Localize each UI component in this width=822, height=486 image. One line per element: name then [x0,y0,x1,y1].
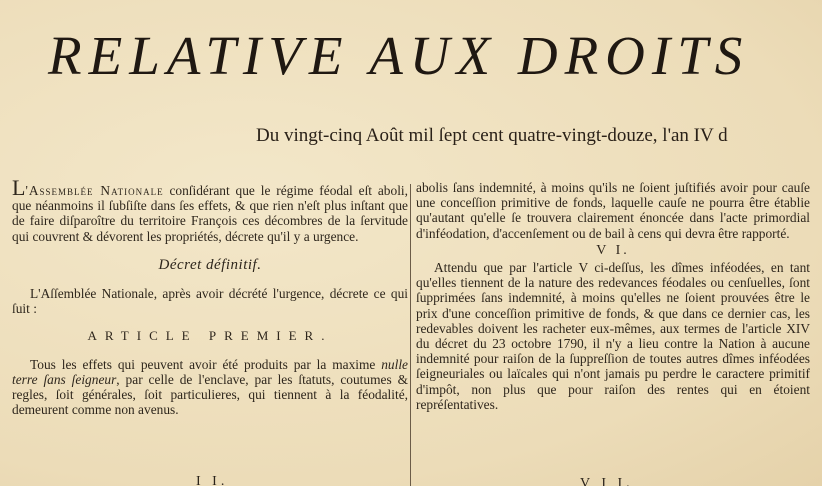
article-seven-heading: V I I. [580,476,634,486]
decret-paragraph: L'Aſſemblée Nationale, après avoir décrété l'urgence, décrete ce qui ſuit : [12,286,408,317]
decret-heading: Décret définitif. [158,256,262,273]
document-date-line: Du vingt-cinq Août mil ſept cent quatre-vingt-douze, l'an IV d [256,125,728,146]
article-two-heading: I I. [196,474,229,486]
maxim-italic: nulle terre ſans ſeigneur [12,356,408,387]
assembly-name: 'Assemblée Nationale [25,183,164,198]
article-six-heading: V I. [596,242,630,258]
article-heading: ARTICLE PREMIER. [87,328,333,344]
article-six-paragraph: Attendu que par l'article V ci-deſſus, les dîmes inféodées, en tant qu'elles tiennent de la nature des redevances féodales ou cenſuelles, ſont ſupprimées ſans indemnité, à moins qu'elles ne ſoient prouvées être le prix d'une conceſſion primitive de fonds, & que dans ce dernier cas, les redevables doivent les racheter eux-mêmes, aux termes de l'article XIV du décret du 23 octobre 1790, il n'y a lieu contre la Nation à aucune indemnité pour raiſon de la ſuppreſſion de toutes autres dîmes inféodées ſeigneuriales ou laïcales qui n'ont jamais pu perdre le caractere primitif d'impôt, non plus que pour raiſon des rentes qui en étoient repréſentatives. [416,260,810,412]
article-text-end: , par celle de l'enclave, par les ſtatuts, coutumes & regles, ſoit générales, ſoit particulieres, qui tiennent à la féodalité, demeurent comme non avenus. [12,371,408,418]
continuation-paragraph: abolis ſans indemnité, à moins qu'ils ne ſoient juſtifiés avoir pour cauſe une conceſſion primitive de fonds, laquelle cauſe ne pourra être établie qu'autant qu'elle ſe trouvera clairement énoncée dans l'acte primordial d'inféodation, d'accenſement ou de bail à cens qui devra être rapporté. [416,180,810,241]
drop-cap: L [12,175,26,200]
right-column [416,180,810,412]
left-column [12,175,408,418]
column-divider [410,184,411,486]
intro-text: conſidérant que le régime féodal eſt aboli, que néanmoins il ſubſiſte dans ſes effets, & que rien n'eſt plus inſtant que de faire diſparoître du territoire François ces décombres de la ſervitude qui couvrent & dévorent les propriétés, décrete qu'il y a urgence. [12,183,408,244]
article-paragraph [12,357,408,418]
intro-paragraph [12,175,408,244]
article-text-start: Tous les effets qui peuvent avoir été produits par la maxime [30,356,382,372]
document-title: RELATIVE AUX DROITS [48,25,750,86]
